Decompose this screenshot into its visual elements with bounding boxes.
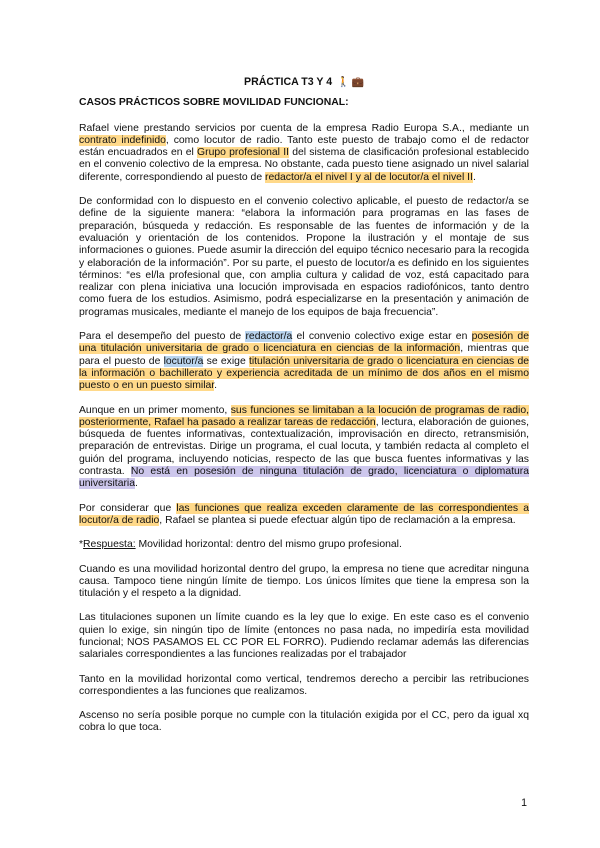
asterisk: * xyxy=(79,539,84,551)
highlight-yellow: redactor/a el nivel I y al de locutor/a el nivel II xyxy=(265,171,473,183)
paragraph-3 xyxy=(79,331,529,392)
text-run: Para el desempeño del puesto de xyxy=(79,331,246,343)
text-run: , lectura, elaboración de guiones, búsqueda de fuentes informativas, contextualización, improvisación en directo, retransmisión, preparación de entrevistas. Dirige un programa, el cual locuta, y también redacta al completo el guión del programa, incluyendo noticias, respecto de las que busca fuentes informativas y las contrasta. xyxy=(79,416,529,478)
text-run: , como locutor de radio. Tanto este puesto de trabajo como el de redactor están encuadrados en el xyxy=(79,134,529,159)
highlight-yellow: contrato indefinido xyxy=(79,134,166,146)
highlight-yellow: titulación universitaria de grado o licenciatura en ciencias de la información o bachillerato y experiencia acreditada de un mínimo de dos años en el mismo puesto o en un puesto similar xyxy=(79,355,529,392)
text-run: se exige xyxy=(203,355,249,367)
highlight-yellow: posesión de una titulación universitaria de grado o licenciatura en ciencias de la información xyxy=(79,331,529,355)
text-run: . xyxy=(135,478,138,490)
paragraph-10: Ascenso no sería posible porque no cumple con la titulación exigida por el CC, pero da igual xq cobra lo que toca. xyxy=(79,710,529,734)
answer-text: Movilidad horizontal: dentro del mismo grupo profesional. xyxy=(135,539,402,551)
paragraph-1 xyxy=(79,123,529,184)
paragraph-5 xyxy=(79,503,529,528)
page-number: 1 xyxy=(521,797,527,809)
text-run: Por considerar que xyxy=(79,502,177,514)
text-run: . xyxy=(472,171,476,183)
paragraph-4 xyxy=(79,405,529,491)
highlight-yellow: las funciones que realiza exceden claramente de las correspondientes a locutor/a de radio xyxy=(79,502,529,526)
text-run: . xyxy=(214,380,218,392)
text-run: , Rafael se plantea si puede efectuar algún tipo de reclamación a la empresa. xyxy=(159,514,516,526)
highlight-blue: locutor/a xyxy=(163,355,204,367)
section-heading: CASOS PRÁCTICOS SOBRE MOVILIDAD FUNCIONAL: xyxy=(79,97,349,109)
highlight-purple: No está en posesión de ninguna titulación de grado, licenciatura o diplomatura universitaria xyxy=(79,466,529,490)
highlight-blue: redactor/a xyxy=(245,331,293,343)
text-run: Rafael viene prestando servicios por cuenta de la empresa Radio Europa S.A., mediante un xyxy=(79,122,529,134)
highlight-yellow: Grupo profesional II xyxy=(197,147,289,159)
highlight-yellow: sus funciones se limitaban a la locución de programas de radio, posteriormente, Rafael ha pasado a realizar tareas de redacción xyxy=(79,404,529,428)
paragraph-2: De conformidad con lo dispuesto en el convenio colectivo aplicable, el puesto de redactor/a se define de la siguiente manera: “elabora la información para programas en las fases de preparación, búsqueda y redacción. Es responsable de las fuentes de información y de la evaluación y orientación de los contenidos. Propone la ilustración y el montaje de sus informaciones o guiones. Puede asumir la dirección del equipo técnico necesario para la recogida y elaboración de la información”. Por su parte, el puesto de locutor/a es definido en los siguientes términos: “es el/la profesional que, con amplia cultura y calidad de voz, está capacitado para realizar con plena iniciativa una locución improvisada en espacios radiofónicos, tanto dentro como fuera de los estudios. Asimismo, podrá especializarse en la presentación y animación de programas musicales, mediante el manejo de los equipos de baja frecuencia”. xyxy=(79,196,529,318)
title-text: PRÁCTICA T3 Y 4 xyxy=(244,76,333,88)
briefcase-icon: 💼 xyxy=(351,77,364,88)
text-run: , mientras que para el puesto de xyxy=(79,343,529,367)
page-title xyxy=(79,76,529,89)
text-run: Aunque en un primer momento, xyxy=(79,404,231,416)
paragraph-9: Tanto en la movilidad horizontal como vertical, tendremos derecho a percibir las retribuciones correspondientes a las funciones que realizamos. xyxy=(79,673,529,697)
paragraph-7: Cuando es una movilidad horizontal dentro del grupo, la empresa no tiene que acreditar ninguna causa. Tampoco tiene ningún límite de tiempo. Los únicos límites que tiene la empresa son la titulación y el respeto a la dignidad. xyxy=(79,563,529,600)
answer-line xyxy=(79,539,529,551)
answer-label: Respuesta: xyxy=(83,539,136,551)
text-run: el convenio colectivo exige estar en xyxy=(292,331,472,343)
walking-person-icon: 🚶 xyxy=(337,77,350,88)
paragraph-8: Las titulaciones suponen un límite cuando es la ley que lo exige. En este caso es el convenio quien lo exige, sin ningún tipo de límite (entonces no pasa nada, no impediría esta movilidad funcional; NOS PASAMOS EL CC POR EL FORRO). Pudiendo reclamar además las diferencias salariales correspondientes a las funciones realizadas por el trabajador xyxy=(79,612,529,661)
text-run: del sistema de clasificación profesional establecido en el convenio colectivo de la empresa. No obstante, cada puesto tiene asignado un nivel salarial diferente, correspondiendo al puesto de xyxy=(79,147,529,183)
